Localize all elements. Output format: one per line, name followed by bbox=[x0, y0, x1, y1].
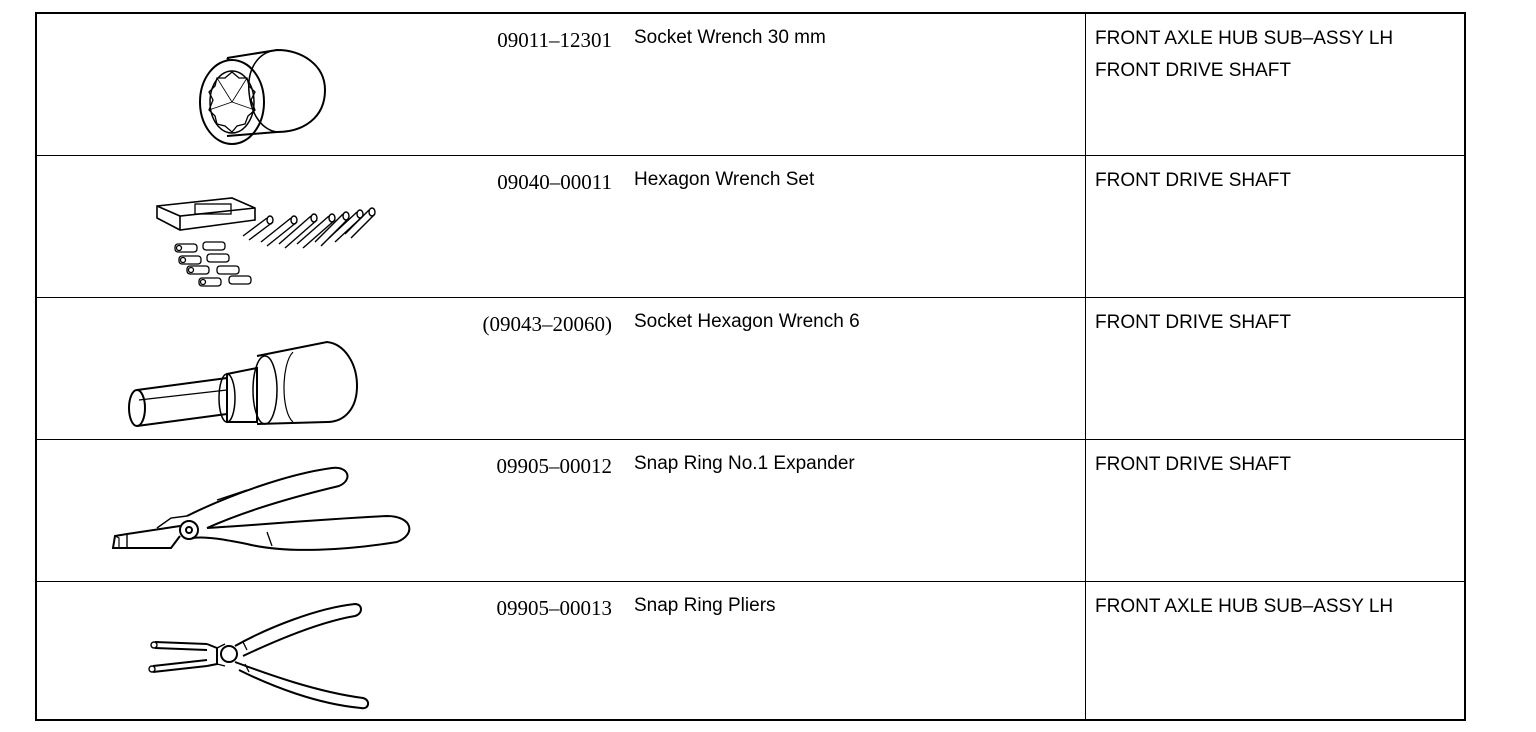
part-number: 09040–00011 bbox=[497, 170, 612, 194]
tool-row bbox=[37, 582, 1464, 721]
part-number: 09011–12301 bbox=[497, 28, 612, 52]
hexagon-wrench-set-icon bbox=[67, 162, 467, 292]
tool-name: Hexagon Wrench Set bbox=[634, 169, 815, 190]
column-divider bbox=[1085, 298, 1086, 439]
column-divider bbox=[1085, 440, 1086, 581]
tool-row bbox=[37, 440, 1464, 582]
socket-hexagon-wrench-icon bbox=[67, 304, 467, 434]
tool-name: Snap Ring Pliers bbox=[634, 595, 776, 616]
usage-list bbox=[1095, 449, 1291, 481]
tool-name: Socket Hexagon Wrench 6 bbox=[634, 311, 860, 332]
tool-name: Socket Wrench 30 mm bbox=[634, 27, 826, 48]
column-divider bbox=[1085, 14, 1086, 155]
usage-list bbox=[1095, 591, 1393, 623]
tool-row bbox=[37, 14, 1464, 156]
special-service-tools-table bbox=[35, 12, 1466, 721]
usage-item: FRONT AXLE HUB SUB–ASSY LH bbox=[1095, 596, 1394, 617]
column-divider bbox=[1085, 156, 1086, 297]
part-number: (09043–20060) bbox=[482, 312, 612, 336]
tool-name: Snap Ring No.1 Expander bbox=[634, 453, 855, 474]
tool-row bbox=[37, 298, 1464, 440]
tool-row bbox=[37, 156, 1464, 298]
usage-item: FRONT DRIVE SHAFT bbox=[1095, 170, 1291, 191]
usage-item: FRONT DRIVE SHAFT bbox=[1095, 312, 1291, 333]
usage-list bbox=[1095, 23, 1393, 87]
usage-item: FRONT DRIVE SHAFT bbox=[1095, 454, 1291, 475]
usage-item: FRONT AXLE HUB SUB–ASSY LH bbox=[1095, 28, 1394, 49]
usage-list bbox=[1095, 165, 1291, 197]
part-number: 09905–00013 bbox=[496, 596, 612, 620]
usage-item: FRONT DRIVE SHAFT bbox=[1095, 60, 1291, 81]
usage-list bbox=[1095, 307, 1291, 339]
part-number: 09905–00012 bbox=[496, 454, 612, 478]
column-divider bbox=[1085, 582, 1086, 721]
snap-ring-expander-icon bbox=[67, 446, 467, 576]
snap-ring-pliers-icon bbox=[67, 588, 467, 718]
socket-wrench-icon bbox=[67, 20, 467, 150]
